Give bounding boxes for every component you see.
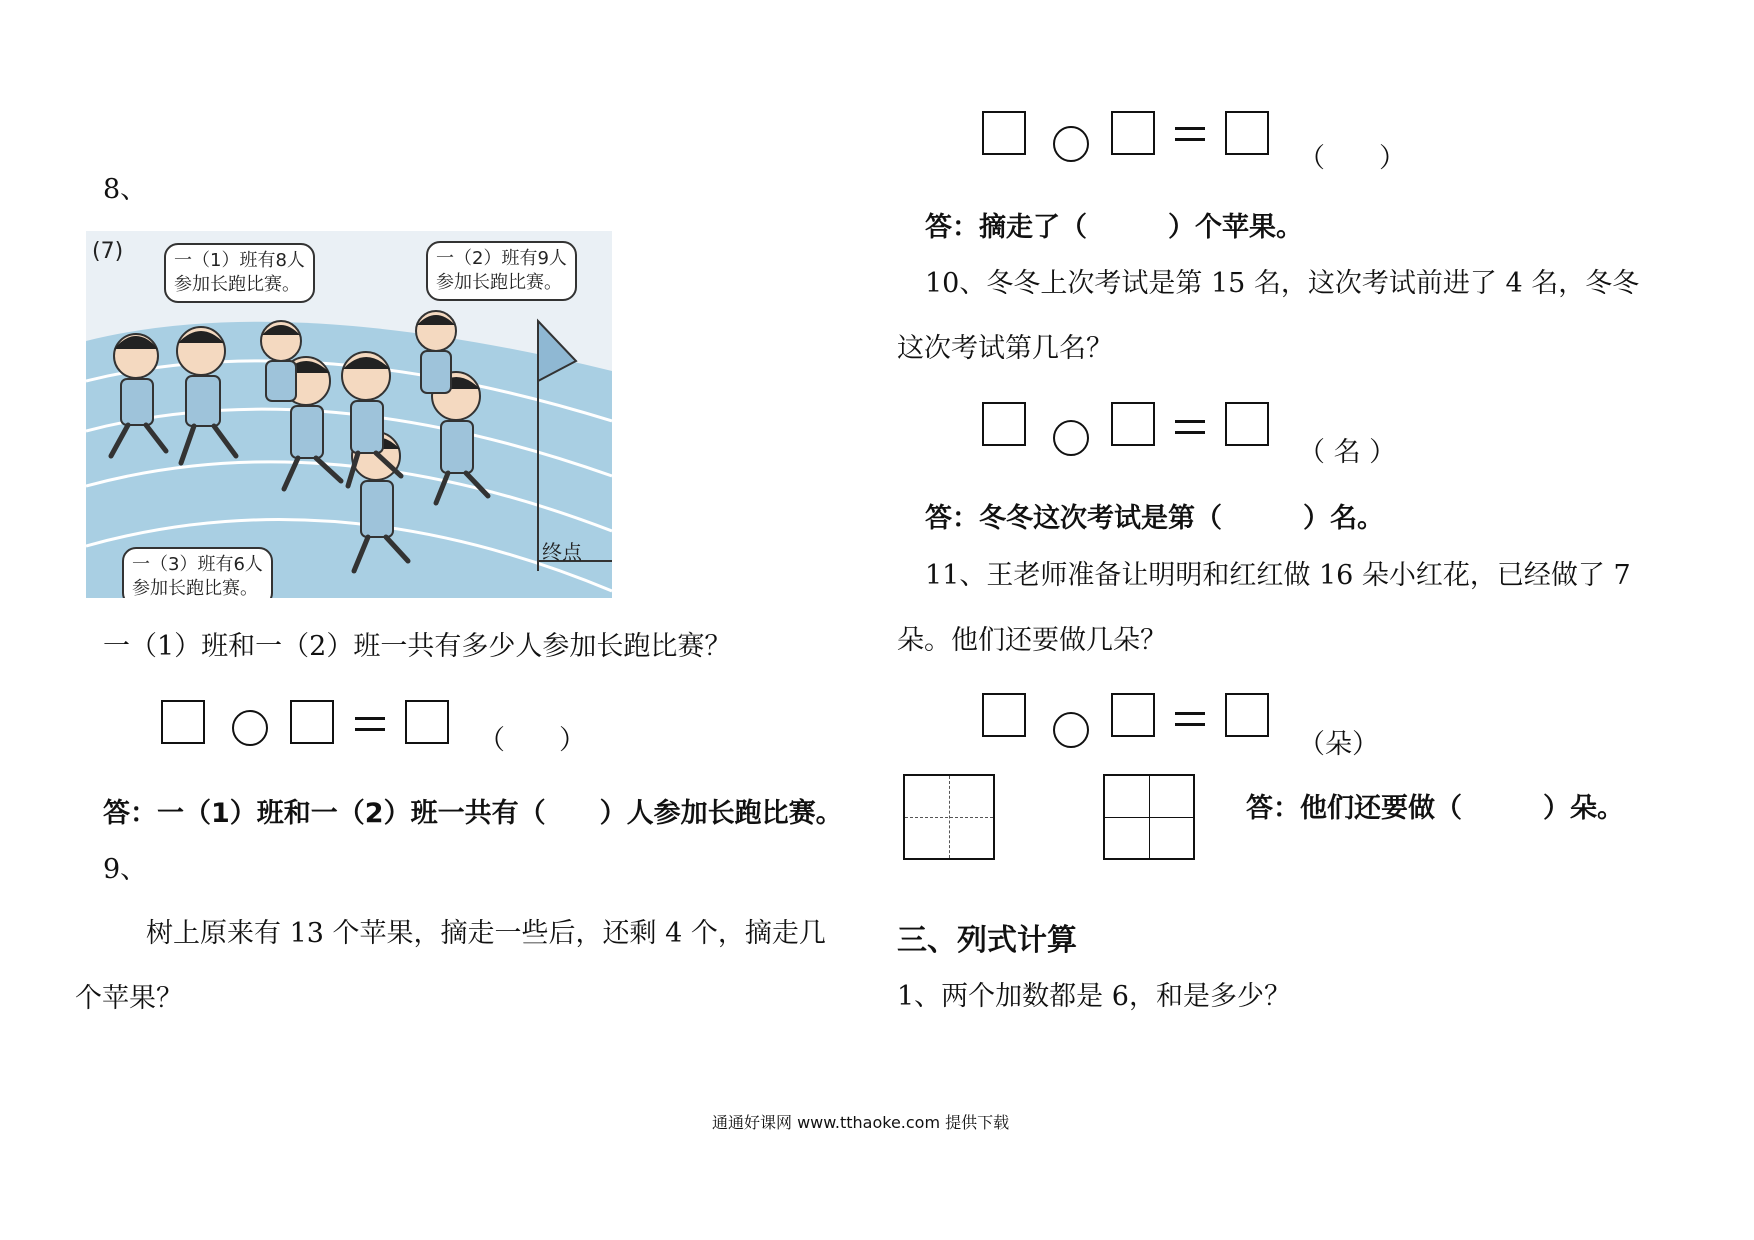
speech-bubble-class-1: 一（1）班有8人 参加长跑比赛。 — [164, 243, 315, 303]
answer-box[interactable] — [161, 700, 205, 744]
question-8-text: 一（1）班和一（2）班一共有多少人参加长跑比赛？ — [103, 631, 732, 662]
question-9-number: 9、 — [103, 854, 148, 885]
answer-box[interactable] — [1111, 402, 1155, 446]
unit-blank[interactable]: （ ） — [1298, 143, 1406, 174]
equals-sign — [355, 717, 385, 731]
question-9-line-2: 个苹果？ — [75, 983, 183, 1014]
question-9-line-1: 树上原来有 13 个苹果，摘走一些后，还剩 4 个，摘走几 — [146, 918, 826, 949]
question-10-line-1: 10、冬冬上次考试是第 15 名，这次考试前进了 4 名，冬冬 — [925, 268, 1640, 299]
equals-sign — [1175, 127, 1205, 141]
running-race-illustration — [86, 231, 612, 598]
answer-box[interactable] — [1111, 693, 1155, 737]
answer-box[interactable] — [405, 700, 449, 744]
illustration-tag: (7) — [92, 239, 124, 264]
operator-circle[interactable] — [1053, 126, 1089, 162]
operator-circle[interactable] — [232, 710, 268, 746]
question-11-line-2: 朵。他们还要做几朵？ — [897, 625, 1167, 656]
unit-blank[interactable]: （ 名 ） — [1298, 437, 1397, 468]
answer-11: 答：他们还要做（ ）朵。 — [1246, 793, 1624, 824]
section-3-question-1: 1、两个加数都是 6，和是多少？ — [897, 981, 1291, 1012]
writing-grid-box[interactable] — [1103, 774, 1195, 860]
answer-box[interactable] — [1225, 111, 1269, 155]
answer-box[interactable] — [1225, 402, 1269, 446]
section-3-heading: 三、列式计算 — [897, 923, 1077, 958]
answer-box[interactable] — [290, 700, 334, 744]
answer-box[interactable] — [982, 402, 1026, 446]
unit-blank[interactable]: （朵） — [1298, 729, 1379, 760]
answer-8: 答：一（1）班和一（2）班一共有（ ）人参加长跑比赛。 — [103, 798, 843, 829]
answer-10: 答：冬冬这次考试是第（ ）名。 — [925, 503, 1384, 534]
finish-line-label: 终点 — [542, 540, 582, 564]
equals-sign — [1175, 420, 1205, 434]
answer-box[interactable] — [1111, 111, 1155, 155]
operator-circle[interactable] — [1053, 420, 1089, 456]
answer-box[interactable] — [982, 693, 1026, 737]
answer-box[interactable] — [1225, 693, 1269, 737]
writing-grid-box[interactable] — [903, 774, 995, 860]
equals-sign — [1175, 712, 1205, 726]
speech-bubble-class-3: 一（3）班有6人 参加长跑比赛。 — [122, 547, 273, 598]
speech-bubble-class-2: 一（2）班有9人 参加长跑比赛。 — [426, 241, 577, 301]
unit-blank[interactable]: （ ） — [478, 725, 586, 756]
page-footer: 通通好课网 www.tthaoke.com 提供下载 — [712, 1113, 1010, 1132]
question-8-number: 8、 — [103, 174, 148, 205]
answer-9: 答：摘走了（ ）个苹果。 — [925, 212, 1303, 243]
question-10-line-2: 这次考试第几名？ — [897, 333, 1113, 364]
answer-box[interactable] — [982, 111, 1026, 155]
operator-circle[interactable] — [1053, 712, 1089, 748]
question-11-line-1: 11、王老师准备让明明和红红做 16 朵小红花，已经做了 7 — [925, 560, 1631, 591]
